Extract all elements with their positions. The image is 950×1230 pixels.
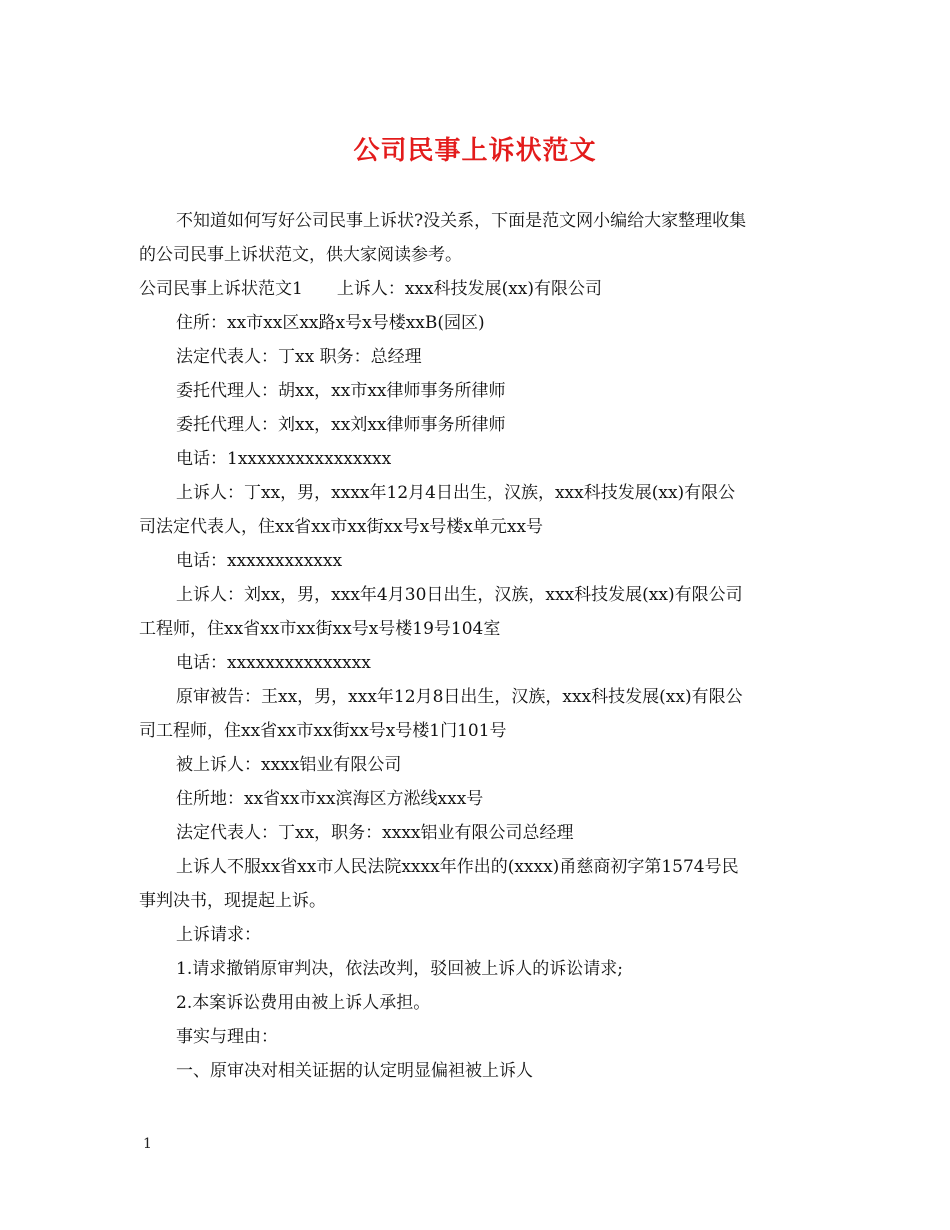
body-line: 一、原审决对相关证据的认定明显偏袒被上诉人	[176, 1061, 533, 1081]
body-line: 不知道如何写好公司民事上诉状?没关系，下面是范文网小编给大家整理收集	[176, 211, 747, 231]
document-body	[139, 204, 815, 1088]
body-line: 1.请求撤销原审判决，依法改判，驳回被上诉人的诉讼请求;	[176, 959, 623, 979]
body-line: 上诉人：刘xx，男，xxx年4月30日出生，汉族，xxx科技发展(xx)有限公司	[176, 585, 743, 605]
body-line: 上诉人：丁xx，男，xxxx年12月4日出生，汉族，xxx科技发展(xx)有限公	[176, 483, 736, 503]
body-line: 公司民事上诉状范文1 上诉人：xxx科技发展(xx)有限公司	[139, 279, 603, 299]
body-line: 电话：xxxxxxxxxxxx	[176, 551, 343, 571]
body-line: 2.本案诉讼费用由被上诉人承担。	[176, 993, 431, 1013]
body-line: 被上诉人：xxxx铝业有限公司	[176, 755, 402, 775]
page-number: 1	[143, 1136, 152, 1152]
body-line: 司法定代表人，住xx省xx市xx街xx号x号楼x单元xx号	[139, 517, 544, 537]
body-line: 电话：1xxxxxxxxxxxxxxxx	[176, 449, 392, 469]
body-line: 事实与理由：	[176, 1027, 278, 1047]
body-line: 法定代表人：丁xx，职务：xxxx铝业有限公司总经理	[176, 823, 574, 843]
body-line: 上诉人不服xx省xx市人民法院xxxx年作出的(xxxx)甬慈商初字第1574号民	[176, 857, 739, 877]
body-line: 司工程师，住xx省xx市xx街xx号x号楼1门101号	[139, 721, 507, 741]
body-line: 的公司民事上诉状范文，供大家阅读参考。	[139, 245, 462, 265]
body-line: 住所：xx市xx区xx路x号x号楼xxB(园区)	[176, 313, 485, 333]
body-line: 工程师，住xx省xx市xx街xx号x号楼19号104室	[139, 619, 501, 639]
body-line: 住所地：xx省xx市xx滨海区方淞线xxx号	[176, 789, 484, 809]
body-line: 委托代理人：刘xx，xx刘xx律师事务所律师	[176, 415, 506, 435]
body-line: 上诉请求：	[176, 925, 261, 945]
body-line: 法定代表人：丁xx 职务：总经理	[176, 347, 422, 367]
body-line: 委托代理人：胡xx，xx市xx律师事务所律师	[176, 381, 506, 401]
body-line: 事判决书，现提起上诉。	[139, 891, 326, 911]
document-title: 公司民事上诉状范文	[353, 136, 597, 166]
body-line: 电话：xxxxxxxxxxxxxxx	[176, 653, 371, 673]
body-line: 原审被告：王xx，男，xxx年12月8日出生，汉族，xxx科技发展(xx)有限公	[176, 687, 743, 707]
